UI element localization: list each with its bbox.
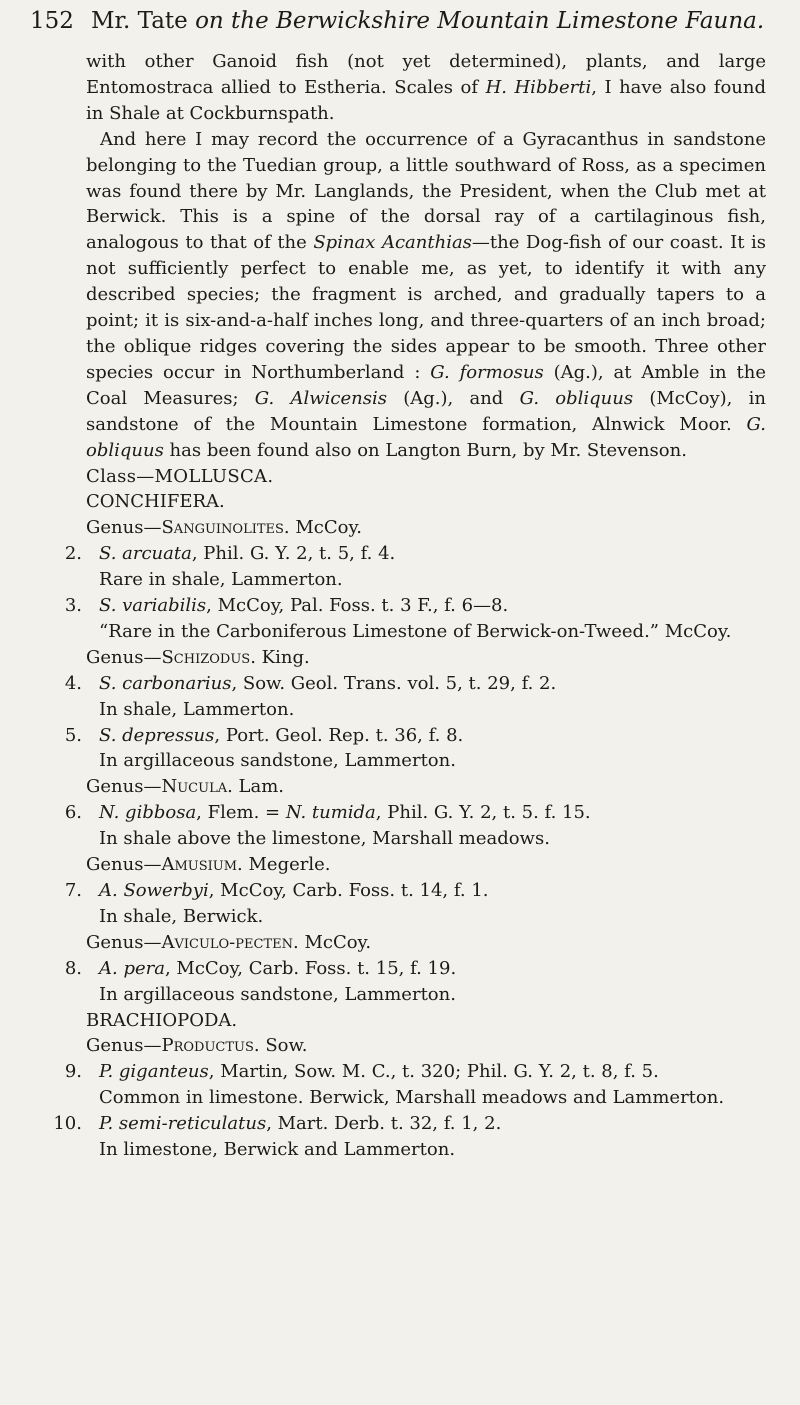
genus-heading: Genus—Nucula. Lam. <box>86 776 285 798</box>
species-entry: 10. P. semi-reticulatus, Mart. Derb. t. 32, f. 1, 2. <box>53 1113 502 1135</box>
species-entry: 8. A. pera, McCoy, Carb. Foss. t. 15, f. 19. <box>64 957 457 979</box>
order-heading: BRACHIOPODA. <box>86 1009 238 1031</box>
genus-heading: Genus—Schizodus. King. <box>86 646 310 668</box>
species-entry: 7. A. Sowerbyi, McCoy, Carb. Foss. t. 14, f. 1. <box>64 880 489 901</box>
species-locality: Common in limestone. Berwick, Marshall meadows and Lammerton. <box>99 1087 725 1109</box>
species-entry: 6. N. gibbosa, Flem. = N. tumida, Phil. G. Y. 2, t. 5. f. 15. <box>64 802 591 824</box>
species-locality: In shale, Berwick. <box>99 905 264 927</box>
species-locality: In argillaceous sandstone, Lammerton. <box>99 983 456 1005</box>
species-entry: 4. S. carbonarius, Sow. Geol. Trans. vol. 5, t. 29, f. 2. <box>64 672 557 694</box>
body-text <box>53 49 767 1163</box>
species-locality: In argillaceous sandstone, Lammerton. <box>99 750 456 772</box>
species-entry: 9. P. giganteus, Martin, Sow. M. C., t. 320; Phil. G. Y. 2, t. 8, f. 5. <box>64 1061 659 1083</box>
species-entry: 5. S. depressus, Port. Geol. Rep. t. 36, f. 8. <box>64 724 464 746</box>
page-header <box>0 0 800 50</box>
species-locality: In shale, Lammerton. <box>99 698 295 720</box>
species-locality: “Rare in the Carboniferous Limestone of Berwick-on-Tweed.” McCoy. <box>99 620 732 642</box>
species-entry: 2. S. arcuata, Phil. G. Y. 2, t. 5, f. 4. <box>64 543 396 565</box>
genus-heading: Genus—Sanguinolites. McCoy. <box>86 517 362 539</box>
paragraph: with other Ganoid fish (not yet determined), plants, and large Entomostraca allied to Estheria. Scales of H. Hibberti, I have also found in Shale at Cockburnspath. <box>86 51 766 124</box>
species-locality: In shale above the limestone, Marshall meadows. <box>99 828 550 850</box>
order-heading: CONCHIFERA. <box>86 491 225 513</box>
species-locality: In limestone, Berwick and Lammerton. <box>99 1139 456 1161</box>
species-locality: Rare in shale, Lammerton. <box>99 569 343 591</box>
class-heading: Class—MOLLUSCA. <box>86 465 274 487</box>
running-title: Mr. Tate on the Berwickshire Mountain Limestone Fauna. <box>91 8 765 34</box>
genus-heading: Genus—Amusium. Megerle. <box>86 854 331 876</box>
paragraph: And here I may record the occurrence of a Gyracanthus in sandstone belonging to the Tuedian group, a little southward of Ross, as a specimen was found there by Mr. Langlands, the President, when the Club met at Berwick. This is a spine of the dorsal ray of a cartilaginous fish, analogous to that of the Spinax Acanthias—the Dog-fish of our coast. It is not sufficiently perfect to enable me, as yet, to identify it with any described species; the fragment is arched, and gradually tapers to a point; it is six-and-a-half inches long, and three-quarters of an inch broad; the oblique ridges covering the sides appear to be smooth. Three other species occur in Northumberland : G. formosus (Ag.), at Amble in the Coal Measures; G. Alwicensis (Ag.), and G. obliquus (McCoy), in sandstone of the Mountain Limestone formation, Alnwick Moor. G. obliquus has been found also on Langton Burn, by Mr. Stevenson. <box>86 128 767 461</box>
genus-heading: Genus—Productus. Sow. <box>86 1035 308 1057</box>
page-number: 152 <box>30 8 74 34</box>
species-entry: 3. S. variabilis, McCoy, Pal. Foss. t. 3 F., f. 6—8. <box>64 595 509 617</box>
genus-heading: Genus—Aviculo-pecten. McCoy. <box>86 931 372 953</box>
